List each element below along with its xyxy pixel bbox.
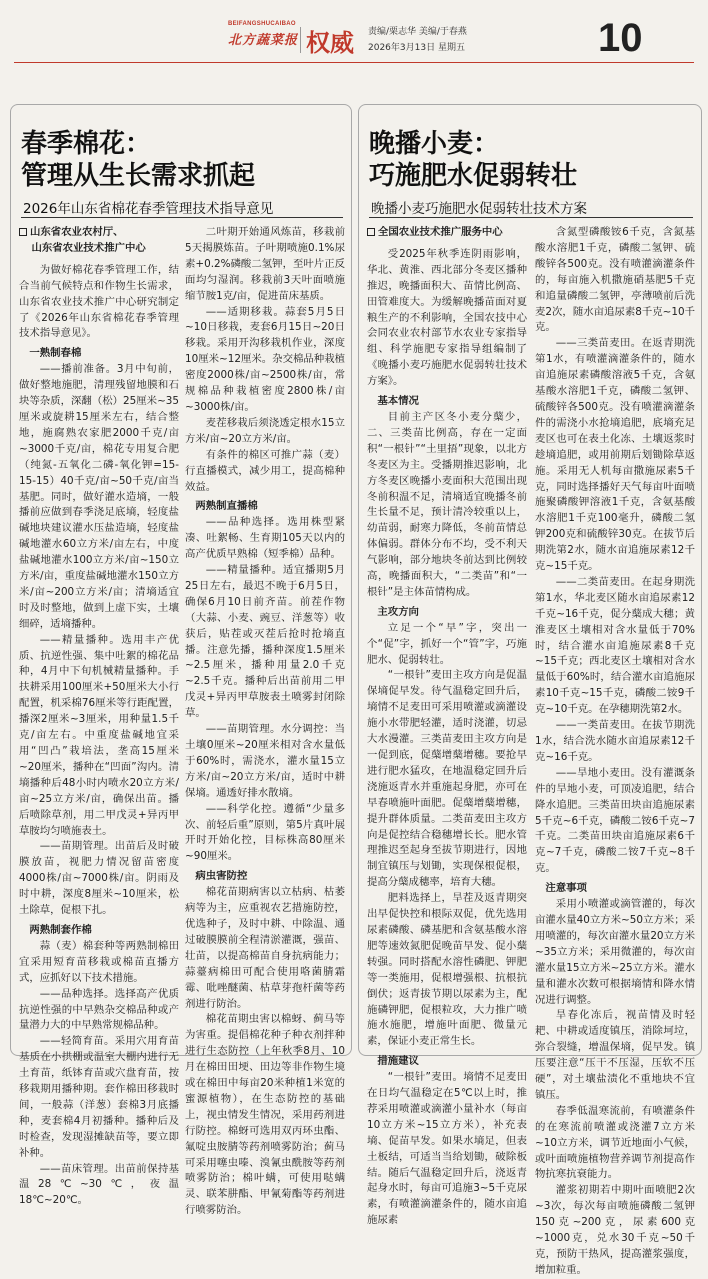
- article-title-line2: 管理从生长需求抓起: [21, 161, 256, 191]
- body-paragraph: ——三类苗麦田。在返青期洗第1水，有喷灌滴灌条件的，随水亩追施尿素磷酸溶液5千克，含氨基酸水溶肥1千克，磷酸二氢钾、硫酸锌各500克。没有喷灌滴灌条件的需浇小水抢墒追肥，底墒充足麦区也可在表土化冻、土壤返浆时趁墒追肥，或用前期后划锄除草返施。采用无人机每亩撒施尿素5千克，同时选择播好天气每亩叶面喷施聚磷酸钾溶液1千克，含氨基酸水溶肥1千克100毫升，磷酸二氢钾200克和硫酸锌30克。在拔节后期洗第2水，随水亩追施尿素12千克~15千克。: [535, 337, 695, 573]
- body-paragraph: 受2025年秋季连阴雨影响，华北、黄淮、西北部分冬麦区播种推迟，晚播面积大、苗情比例高、田管难度大。为缓解晚播苗面对夏粮生产的不利影响，全国农技中心会同农业农村部节水农业专家指导组、科学施肥专家指导组编制了《晚播小麦巧施肥水促弱转壮技术方案》。: [367, 247, 527, 388]
- body-paragraph: ——科学化控。遵循“少量多次、前轻后重”原则，第5片真叶展开时开始化控，目标株高80厘米~90厘米。: [185, 802, 345, 863]
- article-title-line1: 晚播小麦：: [369, 129, 500, 159]
- column-body: [367, 247, 527, 1229]
- body-paragraph: 有条件的棉区可推广蒜（麦）行直播模式，减少用工，提高棉种效益。: [185, 448, 345, 493]
- article-title-line2: 巧施肥水促弱转壮: [369, 161, 578, 191]
- body-paragraph: ——二类苗麦田。在起身期洗第1水，华北麦区随水亩追尿素12千克~16千克，促分蘖成大穗；黄淮麦区土壤相对含水量低于70%时，结合灌水亩追施尿素8千克~15千克；西北麦区土壤相对含水量低于60%时，结合灌水亩追施尿素10千克~15千克，磷酸二铵9千克~10千克。在孕穗期洗第2水。: [535, 575, 695, 716]
- body-paragraph: ——苗期管理。出苗后及时破膜放苗，视肥力情况留苗密度4000株/亩~7000株/亩。阴雨及时中耕，深度8厘米~10厘米，松土除草，促根下扎。: [19, 840, 179, 917]
- masthead-rule: [14, 62, 694, 63]
- article-subtitle: 2026年山东省棉花春季管理技术指导意见: [23, 201, 274, 217]
- section-heading: 两熟制直播棉: [195, 500, 258, 513]
- body-paragraph: ——轻简育苗。采用穴用育苗基质在小拱棚或温室大棚内进行无土育苗，纸钵育苗或穴盘育苗，按移栽期用播种期。套作棉田移栽时间，一般蒜（洋葱）套棉3月底播种，麦套棉4月初播种。播种后及时检查，发现湿摊缺苗等，要立即补种。: [19, 1035, 179, 1159]
- article-title-line1: 春季棉花：: [21, 129, 152, 159]
- page-number: 10: [598, 16, 643, 60]
- author-org: 全国农业技术推广服务中心: [367, 225, 527, 241]
- text-column-1: [19, 225, 179, 1207]
- body-paragraph: 肥料选择上，旱茬及返青期突出早促快控和根际双促，优先选用尿素磷酸、磷基肥和含氨基酸水溶肥等速效氮肥促晚苗早发、促小蘖转强。同时搭配水溶性磷肥、钾肥等一类施用，促根增强根、抗根抗倒伏；返青拔节期以尿素为主，配施磷钾肥，促根粒攻，大力推广喷施水施肥，增施叶面肥、微量元素，保证小麦正常生长。: [367, 892, 527, 1048]
- body-paragraph: “一根针”麦田。墒情不足麦田在日均气温稳定在5℃以上时，推荐采用喷灌或滴灌小量补水（每亩10立方米~15立方米），补充表墒、促苗早发。如果水墒足，但表土板结，可适当当给划锄，破除板结。随后气温稳定回升后，浇返青起身水时，每亩可追施3~5千克尿素，有喷灌滴灌条件的，随水亩追施尿素: [367, 1071, 527, 1227]
- body-paragraph: ——播前准备。3月中旬前，做好整地施肥，清理残留地膜和石块等杂质，深翻（松）25厘米~35厘米或旋耕15厘米左右，结合整地，施腐熟农家肥2000千克/亩~3000千克/亩，棉花专用复合肥（纯氮-五氧化二磷-氧化钾=15-15-15）40千克/亩~50千克/亩当基肥。同时，做好灌水造墒，一般播前应做到春季浇足底墒，轻度盐碱地块建议灌水压盐造墒，轻度盐碱地灌水60立方米/亩左右，中度盐碱地灌水100立方米/亩~150立方米/亩，重度盐碱地灌水150立方米/亩~200立方米/亩；清墒适宜时及时整地，做到上虚下实，土壤细碎，适墒播种。: [19, 363, 179, 630]
- article-wheat: [358, 104, 702, 1276]
- section-heading: 两熟制套作棉: [29, 923, 92, 936]
- body-paragraph: 二叶期开始通风炼苗，移栽前5天揭膜炼苗。子叶期喷施0.1%尿素+0.2%磷酸二氢钾，至叶片正反面均匀湿润。移栽前3天叶面喷施缩节胺1克/亩，促进苗床基质。: [185, 226, 345, 302]
- body-paragraph: 棉花苗期病害以立枯病、枯萎病等为主，应重视农艺措施防控，优选种子，及时中耕、中除温、通过破膜膜前全程清淤灌溉，强苗、壮苗，以提高棉苗自身抗病能力；蒜薹病棉田可配合使用咯菌腈霜霉、吡唑醚菌、枯草芽孢杆菌等药剂进行防治。: [185, 886, 345, 1010]
- body-paragraph: 蒜（麦）棉套种等两熟制棉田宜采用短育苗移栽或棉苗直播方式，应抓好以下技术措施。: [19, 939, 179, 984]
- section-heading: 主攻方向: [377, 605, 419, 618]
- body-paragraph: 棉花苗期虫害以棉蚜、蓟马等为害重。提倡棉花种子种衣剂拌种进行生态防控（上年秋季8月、10月在棉田田埂、田边等非作物生境或在棉田中每亩20米种植1米宽的蜜源植物），在生态防控的基础上，视虫情发生情况，采用药剂进行防控。棉蚜可选用双丙环虫酯、氟啶虫胺腈等药剂喷雾防治；蓟马可采用噻虫嗪、溴氰虫酰胺等药剂喷雾防治；棉叶螨，可使用哒螨灵、联苯肼酯、甲氰菊酯等药剂进行喷雾防治。: [185, 1013, 345, 1217]
- body-paragraph: 含氮型磷酸铵6千克，含氮基酸水溶肥1千克，磷酸二氢钾、硫酸锌各500克。没有喷灌滴灌条件的，每亩施入机撒施硝基肥5千克和追量磷酸二氢钾，亭薄喷前后洗麦2次，随水亩追尿素8千克~10千克。: [535, 226, 695, 334]
- body-paragraph: 灌浆初期若中期叶面喷肥2次~3次，每次每亩喷施磷酸二氢钾150克~200克，尿素600克~1000克，兑水30千克~50千克，预防干热风，提高灌浆强度，增加粒重。: [535, 1184, 695, 1276]
- column-body: [185, 225, 345, 1219]
- masthead-pinyin: BEIFANGSHUCAIBAO: [228, 21, 296, 27]
- text-column-2: [185, 225, 345, 1217]
- issue-date: 2026年3月13日 星期五: [368, 43, 465, 53]
- section-heading: 病虫害防控: [195, 870, 248, 883]
- body-paragraph: 麦茬移栽后须浇透定根水15立方米/亩~20立方米/亩。: [185, 416, 345, 445]
- body-paragraph: 采用小喷灌或滴管灌的，每次亩灌水量40立方米~50立方米；采用喷灌的，每次亩灌水量20立方米~35立方米；采用微灌的，每次亩灌水量15立方米~25立方米。灌水量和灌水次数可根据墒情和降水情况进行调整。: [535, 898, 695, 1006]
- section-heading: 注意事项: [545, 882, 587, 895]
- column-body: [535, 225, 695, 1279]
- section-heading: 基本情况: [377, 395, 419, 408]
- body-paragraph: 旱春化冻后，视苗情及时轻耙、中耕或适度镇压，消除坷垃，弥合裂缝，增温保墒，促早发。镇压要注意“压干不压湿，压软不压硬”，对土壤盐渍化不重地块不宜镇压。: [535, 1009, 695, 1101]
- section-heading: 措施建议: [377, 1055, 419, 1068]
- title-divider: [21, 217, 343, 218]
- square-bullet-icon: [19, 228, 27, 236]
- body-paragraph: “一根针”麦田主攻方向是促温保墒促早发。待气温稳定回升后，墒情不足麦田可采用喷灌或滴灌设施小水带肥轻灌，适时浇灌，切忌大水漫灌。三类苗麦田主攻方向是一促到底，促蘖增蘖增穗。要抢早进行肥水猛攻，在地温稳定回升后浇施返青水并重施起身肥，亦可在早春喷施叶面肥。促蘖增蘖增穗，提升群体质量。二类苗麦田主攻方向是促控结合稳穗增长长。肥水管理推迟至起身至拔节期进行，因地制宜镇压与划锄，实现保根促根，提高分蘖成穗率，培育大穗。: [367, 669, 527, 889]
- column-body: [19, 263, 179, 1209]
- body-paragraph: ——一类苗麦田。在拔节期洗1水，结合洗水随水亩追尿素12千克~16千克。: [535, 719, 695, 763]
- body-paragraph: 立足一个“早”字，突出一个“促”字，抓好一个“管”字，巧施肥水、促弱转壮。: [367, 621, 527, 666]
- masthead: [0, 0, 708, 64]
- section-heading: 一熟制春棉: [29, 347, 82, 360]
- body-paragraph: ——精量播种。选用丰产优质、抗逆性强、集中吐絮的棉花品种，4月中下旬机械精量播种。手扶耕采用100厘米+50厘米大小行配置，机采棉76厘米等行距配置，播深2厘米~3厘米，用种量1.5千克/亩左右。中重度盐碱地宜采用“凹凸”栽培法，垄高15厘米~20厘米，播种在“凹面”沟内。清墒播种后48小时内喷水20立方米/亩~25立方米/亩，确保出苗。播后喷除草剂，用二甲戊灵+异丙甲草胺均匀喷施表土。: [19, 633, 179, 837]
- article-subtitle: 晚播小麦巧施肥水促弱转壮技术方案: [371, 201, 587, 217]
- title-divider: [369, 217, 693, 218]
- section-name: 权威: [306, 29, 354, 57]
- body-paragraph: ——品种选择。选择高产优质抗逆性强的中早熟杂交棉品种或产量潜力大的中早熟常规棉品种。: [19, 987, 179, 1032]
- body-paragraph: 为做好棉花春季管理工作，结合当前气候特点和作物生长需求，山东省农业技术推广中心研究制定了《2026年山东省棉花春季管理技术指导意见》。: [19, 263, 179, 340]
- masthead-divider: [300, 27, 301, 53]
- editor-credits: 责编/栗志华 美编/于春燕: [368, 27, 467, 37]
- article-cotton: [10, 104, 352, 1217]
- body-paragraph: 春季低温寒流前，有喷灌条件的在寒流前喷灌或浇灌7立方米~10立方米，调节近地面小气候，或叶面喷施植物营养调节剂提高作物抗寒抗衰能力。: [535, 1104, 695, 1181]
- newspaper-logo: 北方蔬菜报: [228, 33, 299, 48]
- body-paragraph: 目前主产区冬小麦分蘖少，二、三类苗比例高，存在一定面积“一根针”“土里捂”现象，以北方冬麦区为主。受播期推迟影响，北方冬麦区晚播小麦面积大范围出现冬前积温不足，清墒适宜晚播冬前生长量不足，预计清冷较重以上，幼苗弱，耐寒力降低，冬前苗情总体偏弱。群体分布不均，受不利天气影响，部分地块冬前达到比例较高，晚播面积大，“二类苗”和“一根针”是主体苗情构成。: [367, 410, 527, 598]
- body-paragraph: ——苗期管理。水分调控：当土壤0厘米~20厘米相对含水量低于60%时，需浇水，灌水量15立方米/亩~20立方米/亩，适时中耕保墒。通透好排水散墒。: [185, 723, 345, 799]
- body-paragraph: ——旱地小麦田。没有灌溉条件的旱地小麦，可顶凌追肥，结合降水追肥。三类苗田块亩追施尿素5千克~6千克，磷酸二铵6千克~7千克。二类苗田块亩追施尿素6千克~7千克，磷酸二铵7千克~8千克。: [535, 766, 695, 875]
- body-paragraph: ——品种选择。选用株型紧凑、吐絮畅、生育期105天以内的高产优质早熟棉（短季棉）品种。: [185, 516, 345, 561]
- square-bullet-icon: [367, 228, 375, 236]
- body-paragraph: ——适期移栽。蒜套5月5日~10日移栽，麦套6月15日~20日移栽。采用开沟移栽机作业，深度10厘米~12厘米。杂交棉品种栽植密度2000株/亩~2500株/亩，常规棉品种栽植密度2800株/亩~3000株/亩。: [185, 305, 345, 413]
- text-column-2: [535, 225, 695, 1276]
- author-org: 山东省农业农村厅、 山东省农业技术推广中心: [19, 225, 179, 257]
- body-paragraph: ——苗床管理。出苗前保持基温28℃~30℃，夜温18℃~20℃。: [19, 1162, 179, 1207]
- body-paragraph: ——精量播种。适宜播期5月25日左右，最迟不晚于6月5日，确保6月10日前齐苗。前茬作物（大蒜、小麦、豌豆、洋葱等）收获后，贴茬或灭茬后抢时抢墒直播。注意先播，播种深度1.5厘米~2.5厘米，播种用量2.0千克~2.5千克。播种后出苗前用二甲戊灵+异丙甲草胺表土喷雾封闭除草。: [185, 564, 345, 720]
- text-column-1: [367, 225, 527, 1227]
